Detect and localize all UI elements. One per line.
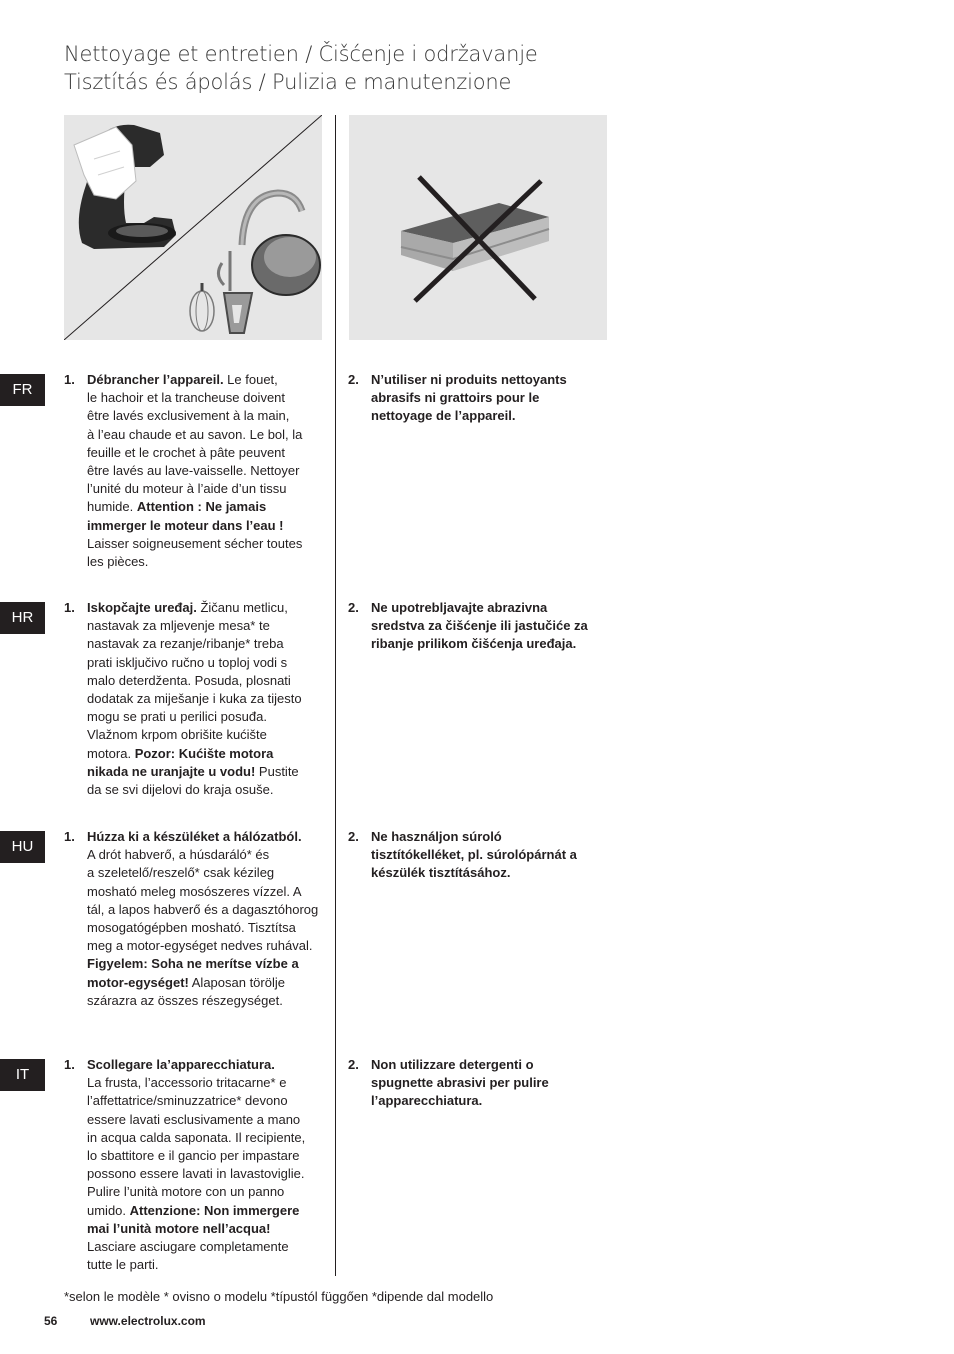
text-run: humide. xyxy=(87,499,137,515)
text-line xyxy=(371,1074,606,1092)
text-line xyxy=(371,617,606,635)
text-line xyxy=(87,1074,327,1092)
bold-run: Attenzione: Non immergere xyxy=(129,1202,300,1218)
bold-run: Ne használjon súroló xyxy=(371,829,502,844)
text-run: l’unité du moteur à l’aide d’un tissu xyxy=(87,481,287,497)
bold-run: spugnette abrasivi per pulire xyxy=(371,1075,549,1091)
text-line xyxy=(87,617,327,635)
text-line xyxy=(371,1056,606,1074)
text-run: lo sbattitore e il gancio per impastare xyxy=(87,1148,300,1164)
text-line xyxy=(87,708,327,726)
text-line xyxy=(371,635,606,653)
bold-run: Figyelem: Soha ne merítse vízbe a xyxy=(87,956,299,972)
text-line xyxy=(87,992,327,1010)
text-run: possono essere lavati in lavastoviglie. xyxy=(87,1166,305,1182)
bold-run: ribanje prilikom čišćenja uređaja. xyxy=(371,636,577,652)
step-number: 2. xyxy=(348,600,359,615)
text-run: motora. xyxy=(87,745,135,761)
step-number: 1. xyxy=(64,600,75,615)
text-run: meg a motor-egységet nedves ruhával. xyxy=(87,938,313,954)
text-run: mosogatógépben mosható. Tisztítsa xyxy=(87,920,296,936)
text-line xyxy=(87,1183,327,1201)
text-line xyxy=(87,480,327,498)
bold-run: Húzza ki a készüléket a hálózatból. xyxy=(87,829,302,844)
text-line xyxy=(87,462,327,480)
bold-run: N’utiliser ni produits nettoyants xyxy=(371,372,567,387)
text-run: dodatak za miješanje i kuka za tijesto xyxy=(87,691,302,707)
text-line xyxy=(371,407,606,425)
text-run: umido. xyxy=(87,1202,130,1218)
text-line xyxy=(87,883,327,901)
bold-run: Ne upotrebljavajte abrazivna xyxy=(371,600,548,615)
bold-run: Débrancher l’appareil. xyxy=(87,372,224,387)
text-line xyxy=(87,654,327,672)
text-run: Lasciare asciugare completamente xyxy=(87,1239,289,1255)
lang-tab-it: IT xyxy=(0,1059,45,1091)
text-line xyxy=(87,635,327,653)
text-run: Žičanu metlicu, xyxy=(196,600,288,615)
bold-run: nettoyage de l’appareil. xyxy=(371,408,516,424)
bold-run: Pozor: Kućište motora xyxy=(134,745,274,761)
text-line xyxy=(87,535,327,553)
text-line xyxy=(87,955,327,973)
text-line xyxy=(87,846,327,864)
text-run: prati isključivo ručno u toploj vodi s xyxy=(87,654,288,670)
text-line xyxy=(87,553,327,571)
text-line xyxy=(87,1147,327,1165)
text-run: nastavak za rezanje/ribanje* treba xyxy=(87,636,284,652)
step-text xyxy=(371,599,606,654)
text-run: szárazra az összes részegységet. xyxy=(87,992,283,1008)
step-text xyxy=(371,1056,606,1111)
text-line xyxy=(87,1129,327,1147)
step-number: 2. xyxy=(348,372,359,387)
text-line xyxy=(87,1238,327,1256)
title-line-2: Tisztítás és ápolás / Pulizia e manutenzione xyxy=(64,70,512,94)
text-line xyxy=(87,745,327,763)
step-number: 2. xyxy=(348,1057,359,1072)
bold-run: Iskopčajte uređaj. xyxy=(87,600,197,615)
step-text xyxy=(371,371,606,426)
text-run: Laisser soigneusement sécher toutes xyxy=(87,535,303,551)
no-abrasive-sponge-illustration xyxy=(349,115,607,340)
lang-tab-hr: HR xyxy=(0,602,45,634)
text-run: le hachoir et la trancheuse doivent xyxy=(87,390,286,406)
text-run: da se svi dijelovi do kraja osuše. xyxy=(87,782,274,798)
page-title xyxy=(64,40,538,96)
step-number: 1. xyxy=(64,372,75,387)
text-line xyxy=(371,828,606,846)
text-line xyxy=(87,1202,327,1220)
text-line xyxy=(87,426,327,444)
text-line xyxy=(87,1111,327,1129)
step-text xyxy=(87,371,327,571)
text-line xyxy=(87,763,327,781)
mixer-cleaning-illustration xyxy=(64,115,322,340)
text-run: les pièces. xyxy=(87,554,149,570)
bold-run: abrasifs ni grattoirs pour le xyxy=(371,390,540,406)
text-line xyxy=(87,1092,327,1110)
text-line xyxy=(87,828,327,846)
text-line xyxy=(87,937,327,955)
lang-tab-fr: FR xyxy=(0,374,45,406)
text-run: Pulire l’unità motore con un panno xyxy=(87,1184,285,1200)
text-line xyxy=(371,1092,606,1110)
bold-run: tisztítókelléket, pl. súrolópárnát a xyxy=(371,847,577,863)
text-line xyxy=(371,389,606,407)
text-line xyxy=(87,389,327,407)
text-line xyxy=(87,599,327,617)
lang-tab-hu: HU xyxy=(0,831,45,863)
text-line xyxy=(87,864,327,882)
website-link[interactable]: www.electrolux.com xyxy=(90,1314,206,1328)
text-line xyxy=(371,371,606,389)
bold-run: sredstva za čišćenje ili jastučiće za xyxy=(371,618,588,634)
text-line xyxy=(87,1220,327,1238)
text-line xyxy=(371,864,606,882)
title-line-1: Nettoyage et entretien / Čišćenje i održavanje xyxy=(64,42,538,66)
text-line xyxy=(87,517,327,535)
text-line xyxy=(87,444,327,462)
text-run: mosható meleg mosószeres vízzel. A xyxy=(87,883,302,899)
column-divider xyxy=(335,115,336,1276)
bold-run: készülék tisztításához. xyxy=(371,865,511,881)
text-run: essere lavati esclusivamente a mano xyxy=(87,1111,301,1127)
text-run: mogu se prati u perilici posuđa. xyxy=(87,709,267,725)
text-line xyxy=(87,371,327,389)
text-run: in acqua calda saponata. Il recipiente, xyxy=(87,1129,306,1145)
step-number: 1. xyxy=(64,1057,75,1072)
text-run: A drót habverő, a húsdaráló* és xyxy=(87,847,270,863)
step-text xyxy=(87,599,327,799)
text-run: être lavés au lave-vaisselle. Nettoyer xyxy=(87,463,300,479)
text-line xyxy=(371,846,606,864)
step-text xyxy=(87,828,327,1010)
text-run: malo deterdženta. Posuda, plosnati xyxy=(87,672,291,688)
text-line xyxy=(87,498,327,516)
bold-run: l’apparecchiatura. xyxy=(371,1093,483,1109)
page-number: 56 xyxy=(44,1314,58,1328)
text-line xyxy=(87,919,327,937)
bold-run: nikada ne uranjajte u vodu! xyxy=(87,763,256,779)
text-line xyxy=(87,781,327,799)
text-run: être lavés exclusivement à la main, xyxy=(87,408,290,424)
text-run: feuille et le crochet à pâte peuvent xyxy=(87,444,286,460)
text-line xyxy=(87,407,327,425)
text-line xyxy=(87,1056,327,1074)
bold-run: Non utilizzare detergenti o xyxy=(371,1057,534,1072)
text-run: La frusta, l’accessorio tritacarne* e xyxy=(87,1075,287,1091)
text-run: à l’eau chaude et au savon. Le bol, la xyxy=(87,426,303,442)
text-line xyxy=(371,599,606,617)
text-line xyxy=(87,672,327,690)
text-run: l’affettatrice/sminuzzatrice* devono xyxy=(87,1093,288,1109)
text-run: nastavak za mljevenje mesa* te xyxy=(87,618,270,634)
bold-run: mai l’unità motore nell’acqua! xyxy=(87,1220,271,1236)
bold-run: Attention : Ne jamais xyxy=(136,499,267,515)
step-text xyxy=(87,1056,327,1274)
text-run: a szeletelő/reszelő* csak kézileg xyxy=(87,865,275,881)
text-run: Le fouet, xyxy=(223,372,278,387)
text-run: Pustite xyxy=(255,763,299,779)
step-number: 2. xyxy=(348,829,359,844)
bold-run: immerger le moteur dans l’eau ! xyxy=(87,517,284,533)
bold-run: Scollegare la’apparecchiatura. xyxy=(87,1057,275,1072)
text-run: Vlažnom krpom obrišite kućište xyxy=(87,727,267,743)
text-line xyxy=(87,726,327,744)
text-run: Alaposan törölje xyxy=(188,974,285,990)
text-run: tál, a lapos habverő és a dagasztóhorog xyxy=(87,901,319,917)
text-line xyxy=(87,1165,327,1183)
text-run: tutte le parti. xyxy=(87,1257,159,1273)
text-line xyxy=(87,1256,327,1274)
step-text xyxy=(371,828,606,883)
text-line xyxy=(87,690,327,708)
bold-run: motor-egységet! xyxy=(87,974,189,990)
text-line xyxy=(87,901,327,919)
text-line xyxy=(87,974,327,992)
footnote: *selon le modèle * ovisno o modelu *típustól függően *dipende dal modello xyxy=(64,1289,494,1304)
step-number: 1. xyxy=(64,829,75,844)
